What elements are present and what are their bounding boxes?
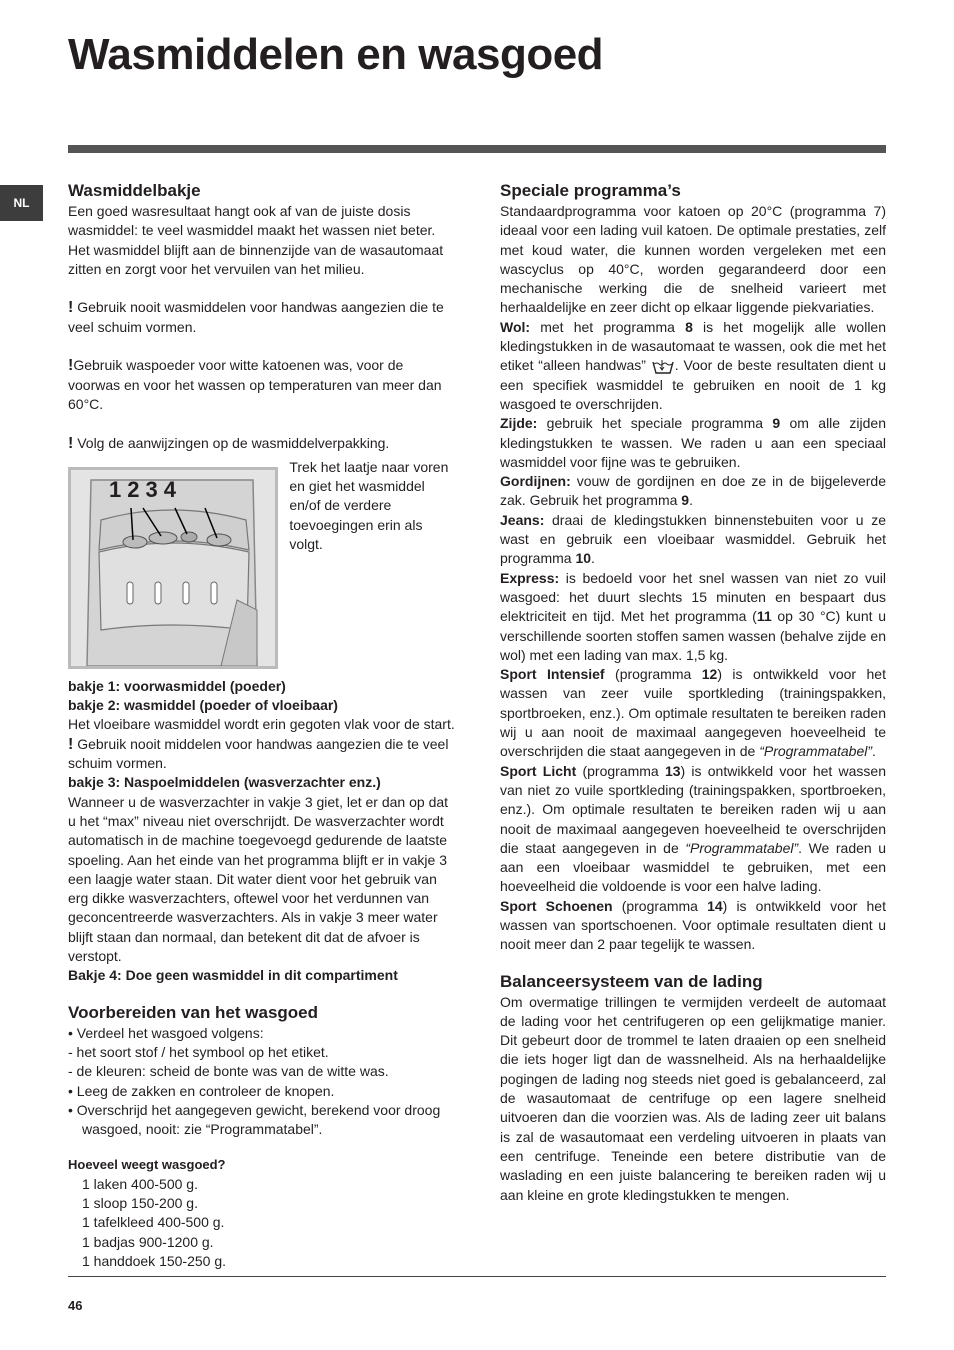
program-standard: Standaardprogramma voor katoen op 20°C (programma 7) ideaal voor een lading vuil katoen. De optimale prestaties, zelf met koud water, die kunnen worden vergeleken met een wascyclus op 40°C, worden gegarandeerd door een mechanische werking die de snelheid varieert met herhaaldelijke en zeer dicht op elkaar liggende piekvariaties. — [500, 203, 886, 316]
right-column — [500, 180, 886, 1205]
compartment-2-warning: ! Gebruik nooit middelen voor handwas aangezien die te veel schuim vormen. — [68, 735, 449, 772]
section-heading-detergent-drawer: Wasmiddelbakje — [68, 181, 201, 200]
section-heading-preparing-laundry: Voorbereiden van het wasgoed — [68, 1002, 319, 1022]
program-sport-light: Sport Licht (programma 13) is ontwikkeld voor het wassen van niet zo vuile sportkleding (trainingspakken, sportbroeken, enz.). Om optimale resultaten te bereiken raden wij u aan nooit de maximaal aangegeven hoeveelheid te overschrijden die staat aangegeven in de “Programmatabel”. We raden u aan een vloeibaar wasmiddel te gebruiken, met een hoeveelheid die voldoende is voor een halve lading. — [500, 762, 887, 895]
weights-list — [68, 1175, 456, 1271]
figure-caption: Trek het laatje naar voren en giet het wasmiddel en/of de verdere toevoegingen erin als volgt. — [289, 458, 449, 553]
section-heading-special-programs: Speciale programma’s — [500, 181, 681, 200]
detergent-drawer-illustration — [68, 467, 278, 669]
compartment-numbers: 1234 — [109, 476, 182, 502]
weight-item: 1 tafelkleed 400-500 g. — [82, 1214, 225, 1231]
weight-item: 1 handdoek 150-250 g. — [82, 1252, 227, 1269]
prep-item: - de kleuren: scheid de bonte was van de witte was. — [68, 1063, 389, 1080]
weights-heading: Hoeveel weegt wasgoed? — [68, 1157, 226, 1173]
prep-item: • Verdeel het wasgoed volgens: — [68, 1024, 264, 1041]
page-title: Wasmiddelen en wasgoed — [68, 30, 604, 79]
warning-icon: ! — [68, 434, 74, 452]
weight-item: 1 sloop 150-200 g. — [82, 1194, 198, 1211]
warning-1: ! Gebruik nooit wasmiddelen voor handwas aangezien die te veel schuim vormen. — [68, 299, 444, 335]
warning-3: ! Volg de aanwijzingen op de wasmiddelverpakking. — [68, 434, 390, 452]
compartment-3-text: Wanneer u de wasverzachter in vakje 3 giet, let er dan op dat u het “max” niveau niet overschrijdt. De wasverzachter wordt automatisch in de machine toegevoegd gedurende de laatste spoeling. Aan het einde van het programma blijft er in vakje 3 een laagje water staan. Dit water dient voor het gebruik van erg dikke wasverzachters, oftewel voor het verdunnen van geconcentreerde wasverzachters. Als in vakje 3 meer water blijft staan dan normaal, dan betekent dit dat de afvoer is verstopt. — [68, 793, 449, 965]
intro-paragraph: Een goed wasresultaat hangt ook af van de juiste dosis wasmiddel: te veel wasmiddel maakt het wassen niet beter. Het wasmiddel blijft aan de binnenzijde van de wasautomaat zitten en zorgt voor het vervuilen van het milieu. — [68, 203, 444, 277]
program-jeans: Jeans: draai de kledingstukken binnenstebuiten voor u ze wast en gebruik een vloeibaar wasmiddel. Gebruik het programma 10. — [500, 511, 886, 567]
section-heading-load-balancing: Balanceersysteem van de lading — [500, 971, 763, 991]
program-sport-shoes: Sport Schoenen (programma 14) is ontwikkeld voor het wassen van sportschoenen. Voor optimale resultaten dient u nooit meer dan 2 paar tegelijk te wassen. — [500, 897, 886, 953]
compartment-2-heading: bakje 2: wasmiddel (poeder of vloeibaar) — [68, 697, 338, 714]
handwash-icon — [651, 359, 675, 375]
language-tab: NL — [0, 185, 43, 221]
weight-item: 1 laken 400-500 g. — [82, 1175, 198, 1192]
prep-item: • Leeg de zakken en controleer de knopen. — [68, 1082, 335, 1099]
program-express: Express: is bedoeld voor het snel wassen van niet zo vuil wasgoed: het duurt slechts 15 minuten en bespaart dus elektriciteit en tijd. Met het programma (11 op 30 °C) kunt u verschillende soorten stoffen samen wassen (behalve zijde en wol) met een lading van max. 1,5 kg. — [500, 569, 887, 663]
drawer-figure-row — [68, 458, 456, 669]
program-curtains: Gordijnen: vouw de gordijnen en doe ze in de bijgeleverde zak. Gebruik het programma 9. — [500, 473, 886, 509]
balance-paragraph: Om overmatige trillingen te vermijden verdeelt de automaat de lading voor het centrifugeren op een gelijkmatige manier. Dit gebeurt door de trommel te laten draaien op een snelheid die iets hoger ligt dan de wassnelheid. Als na herhaaldelijke pogingen de lading nog steeds niet goed is gebalanceerd, zal de wasautomaat de centrifuge op een lagere snelheid uitvoeren dan die voorzien was. Als de lading zeer uit balans is zal de wasautomaat een verdeling uitvoeren in plaats van een centrifuge. Teneinde een betere distributie van de waslading en een juiste balancering te bereiken raden wij u aan kleine en grote kledingstukken te mengen. — [500, 993, 886, 1203]
compartment-1-heading: bakje 1: voorwasmiddel (poeder) — [68, 677, 286, 694]
compartment-2-text: Het vloeibare wasmiddel wordt erin gegoten vlak voor de start. — [68, 716, 455, 733]
compartment-4-heading: Bakje 4: Doe geen wasmiddel in dit compartiment — [68, 967, 398, 984]
title-rule — [68, 145, 886, 153]
page-number: 46 — [68, 1298, 83, 1313]
warning-icon: ! — [68, 735, 74, 753]
weight-item: 1 badjas 900-1200 g. — [82, 1233, 214, 1250]
prep-item: • Overschrijd het aangegeven gewicht, berekend voor droog wasgoed, nooit: zie “Programmatabel”. — [68, 1101, 441, 1138]
program-silk: Zijde: gebruik het speciale programma 9 om alle zijden kledingstukken te wassen. We raden u aan een speciaal wasmiddel voor fijne was te gebruiken. — [500, 415, 886, 470]
prep-item: - het soort stof / het symbool op het etiket. — [68, 1043, 329, 1060]
left-column — [68, 180, 456, 1271]
program-sport-intensive: Sport Intensief (programma 12) is ontwikkeld voor het wassen van zeer vuile sportkleding (trainingspakken, sportbroeken, enz.). Om optimale resultaten te bereiken raden wij u aan nooit de maximaal aangegeven hoeveelheid te overschrijden die staat aangegeven in de “Programmatabel”. — [500, 666, 886, 760]
footer-rule — [68, 1276, 886, 1277]
compartment-3-heading: bakje 3: Naspoelmiddelen (wasverzachter enz.) — [68, 774, 381, 791]
warning-icon: ! — [68, 299, 74, 317]
warning-icon: ! — [68, 357, 74, 375]
warning-2: !Gebruik waspoeder voor witte katoenen was, voor de voorwas en voor het wassen op temperaturen van meer dan 60°C. — [68, 357, 442, 412]
program-wool: Wol: met het programma 8 is het mogelijk alle wollen kledingstukken in de wasautomaat te wassen, ook die met het etiket “alleen handwas” . Voor de beste resultaten dient u een specifiek wasmiddel te gebruiken en nooit de 1 kg wasgoed te overschrijden. — [500, 318, 887, 412]
